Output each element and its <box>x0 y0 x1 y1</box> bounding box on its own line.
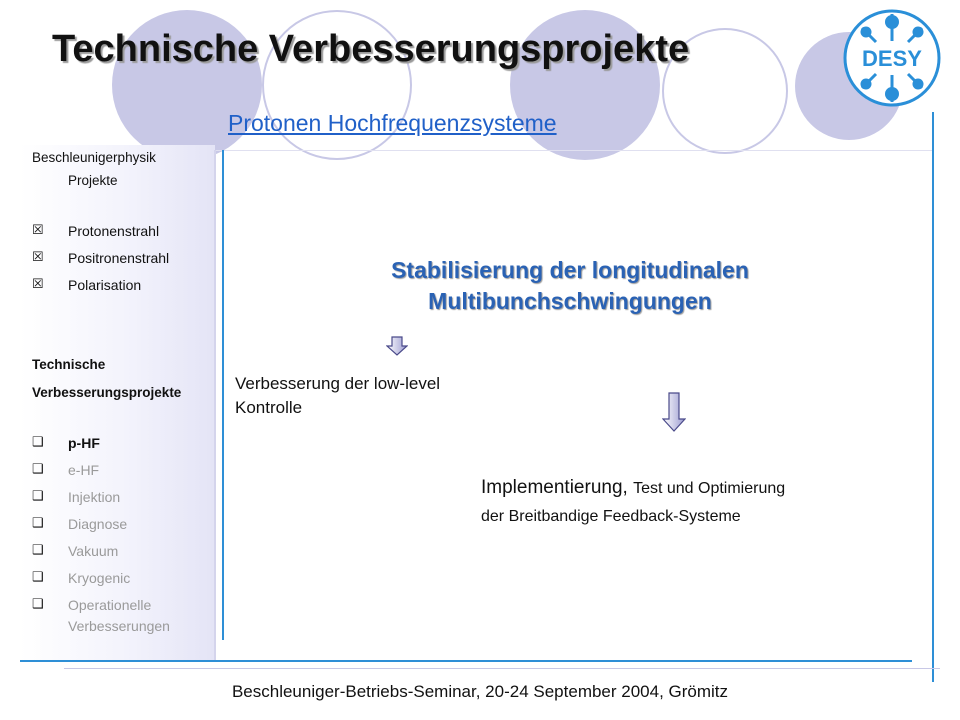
test-optimization-words: Test und Optimierung <box>633 480 786 497</box>
desy-logo-text: DESY <box>862 46 922 71</box>
footer-divider <box>64 668 940 669</box>
checkbox-icon: ❑ <box>32 434 44 449</box>
sidebar-item-protonenstrahl[interactable]: Protonenstrahl <box>68 223 160 239</box>
sidebar-section2-title: Technische <box>32 357 106 372</box>
checked-box-icon: ☒ <box>32 276 44 291</box>
headline-line-2: Multibunchschwingungen <box>428 288 712 314</box>
low-level-line-2: Kontrolle <box>235 398 303 417</box>
low-level-line-1: Verbesserung der low-level <box>235 374 441 393</box>
checkbox-icon: ❑ <box>32 542 44 557</box>
checkbox-icon: ❑ <box>32 515 44 530</box>
footer-text: Beschleuniger-Betriebs-Seminar, 20-24 September 2004, Grömitz <box>231 682 729 701</box>
sidebar-item-polarisation[interactable]: Polarisation <box>68 277 142 293</box>
main-headline <box>300 255 840 317</box>
implementation-text <box>481 476 785 529</box>
sidebar <box>20 145 215 660</box>
implementation-line-2: der Breitbandige Feedback-Systeme <box>481 508 741 525</box>
sidebar-item-e-hf[interactable]: e-HF <box>68 462 100 478</box>
page-title: Technische Verbesserungsprojekte <box>52 28 690 70</box>
desy-logo <box>842 8 942 108</box>
right-vertical-line <box>932 112 934 682</box>
checkbox-icon: ❑ <box>32 569 44 584</box>
sidebar-section2-subtitle: Verbesserungsprojekte <box>32 385 182 400</box>
sidebar-section1-subtitle: Projekte <box>68 173 118 188</box>
sidebar-item-injektion[interactable]: Injektion <box>68 489 121 505</box>
sidebar-item-kryogenic[interactable]: Kryogenic <box>68 570 131 586</box>
sidebar-divider-line <box>214 150 216 660</box>
down-arrow-large-icon <box>662 392 686 432</box>
content-left-line <box>222 150 224 640</box>
low-level-control-text <box>235 372 440 420</box>
checkbox-icon: ❑ <box>32 461 44 476</box>
implementation-word: Implementierung, <box>481 477 634 498</box>
bottom-divider <box>20 660 912 662</box>
headline-line-1: Stabilisierung der longitudinalen <box>391 257 749 283</box>
sidebar-item-vakuum[interactable]: Vakuum <box>68 543 119 559</box>
checkbox-icon: ❑ <box>32 488 44 503</box>
sidebar-item-positronenstrahl[interactable]: Positronenstrahl <box>68 250 170 266</box>
checked-box-icon: ☒ <box>32 222 44 237</box>
down-arrow-icon <box>386 336 408 356</box>
sidebar-section1-title: Beschleunigerphysik <box>32 150 156 165</box>
implementation-line-1 <box>481 476 785 501</box>
checked-box-icon: ☒ <box>32 249 44 264</box>
sidebar-item-diagnose[interactable]: Diagnose <box>68 516 128 532</box>
checkbox-icon: ❑ <box>32 596 44 611</box>
sidebar-item-p-hf[interactable]: p-HF <box>68 435 100 451</box>
subtitle-link[interactable]: Protonen Hochfrequenzsysteme <box>228 110 557 136</box>
sidebar-item-operationelle[interactable]: Operationelle <box>68 597 152 613</box>
sidebar-item-verbesserungen[interactable]: Verbesserungen <box>68 618 170 634</box>
